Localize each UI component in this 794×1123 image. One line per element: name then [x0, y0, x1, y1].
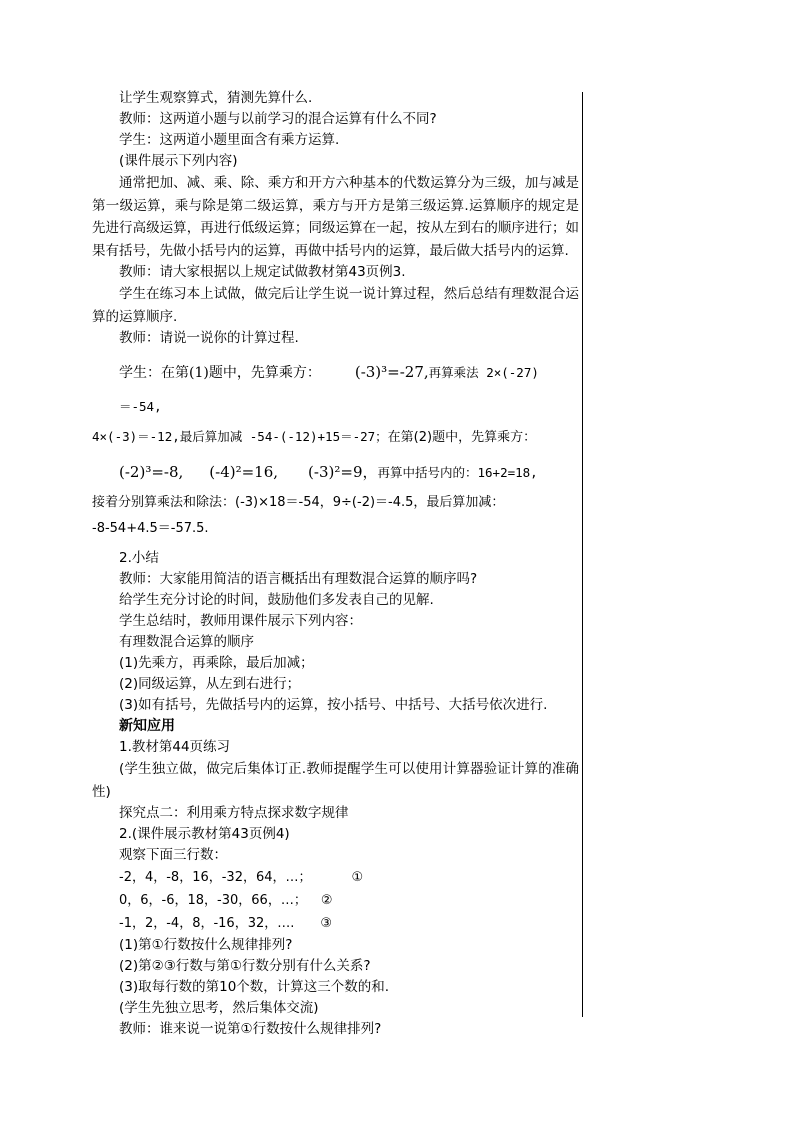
paragraph: (学生独立做，做完后集体订正.教师提醒学生可以使用计算器验证计算的准确性) — [92, 761, 579, 800]
text-line: 观察下面三行数： — [119, 847, 227, 863]
paragraph: 通常把加、减、乘、除、乘方和开方六种基本的代数运算分为三级，加与减是第一级运算，乘与除是第二级运算，乘方与开方是第三级运算.运算顺序的规定是先进行高级运算，再进行低级运算；同级运算在一起，按从左到右的顺序进行；如果有括号，先做小括号内的运算，再做中括号内的运算，最后做大括号内的运算. — [92, 175, 579, 259]
question: (3)取每行数的第10个数，计算这三个数的和. — [119, 979, 390, 995]
sequence-values: 0，6，-6，18，-30，66，…； — [119, 893, 307, 908]
text-line: 教师：这两道小题与以前学习的混合运算有什么不同? — [119, 111, 437, 127]
math-text: 学生：在第(1)题中，先算乘方： — [119, 365, 321, 381]
text-line: 教师：请大家根据以上规定试做教材第43页例3. — [119, 264, 406, 280]
sequence-values: -1，2，-4，8，-16，32，…. — [119, 916, 295, 931]
text-line: 学生总结时，教师用课件展示下列内容： — [119, 613, 362, 629]
text-line: 让学生观察算式，猜测先算什么. — [119, 90, 313, 106]
section-heading: 新知应用 — [119, 718, 175, 734]
text-line: 教师：谁来说一说第①行数按什么规律排列? — [119, 1021, 382, 1037]
text-line: (学生先独立思考，然后集体交流) — [119, 1000, 319, 1016]
question: (1)第①行数按什么规律排列? — [119, 937, 293, 953]
sequence-values: -2，4，-8，16，-32，64，…； — [119, 870, 312, 885]
math-line: 接着分别算乘法和除法：(-3)×18＝-54，9÷(-2)＝-4.5，最后算加减： — [92, 495, 505, 510]
math-line — [92, 424, 579, 451]
lesson-content — [92, 88, 579, 1040]
math-line: -8-54+4.5＝-57.5. — [92, 521, 209, 536]
text-line: 2.小结 — [119, 550, 159, 566]
math-formula: (-2)³=-8, — [119, 463, 184, 481]
text-line: (1)先乘方，再乘除，最后加减； — [119, 655, 314, 671]
sequence-row — [119, 889, 579, 912]
row-number: ② — [320, 893, 333, 908]
math-line — [119, 355, 579, 424]
row-number: ③ — [320, 916, 333, 931]
text-line: (3)如有括号，先做括号内的运算，按小括号、中括号、大括号依次进行. — [119, 697, 548, 713]
math-formula: (-3)²=9， — [308, 463, 378, 481]
paragraph: 学生在练习本上试做，做完后让学生说一说计算过程，然后总结有理数混合运算的运算顺序. — [92, 286, 579, 325]
math-text: 在第(2)题中，先算乘方： — [387, 430, 537, 445]
math-text: 再算乘法 2×(-27)＝-54, — [119, 365, 539, 414]
text-line: (2)同级运算，从左到右进行； — [119, 676, 301, 692]
question: (2)第②③行数与第①行数分别有什么关系? — [119, 958, 371, 974]
text-line: 给学生充分讨论的时间，鼓励他们多发表自己的见解. — [119, 592, 434, 608]
text-line: 1.教材第44页练习 — [119, 739, 231, 755]
math-formula: (-3)³=-27, — [354, 363, 429, 381]
sequence-row — [119, 866, 579, 889]
sequence-row — [119, 912, 579, 935]
row-number: ① — [351, 870, 364, 885]
math-line — [119, 455, 579, 490]
text-line: 2.(课件展示教材第43页例4) — [119, 826, 290, 842]
text-line: 教师：请说一说你的计算过程. — [119, 330, 299, 346]
text-line: (课件展示下列内容) — [119, 153, 238, 169]
math-text: 再算中括号内的：16+2=18, — [377, 465, 538, 480]
text-line: 学生：这两道小题里面含有乘方运算. — [119, 132, 340, 148]
math-text: 4×(-3)＝-12,最后算加减 -54-(-12)+15＝-27； — [92, 429, 388, 444]
table-right-border — [582, 92, 583, 1017]
text-line: 探究点二：利用乘方特点探求数字规律 — [119, 805, 349, 821]
text-line: 教师：大家能用简洁的语言概括出有理数混合运算的顺序吗? — [119, 571, 478, 587]
text-line: 有理数混合运算的顺序 — [119, 634, 254, 650]
math-formula: (-4)²=16, — [209, 463, 279, 481]
